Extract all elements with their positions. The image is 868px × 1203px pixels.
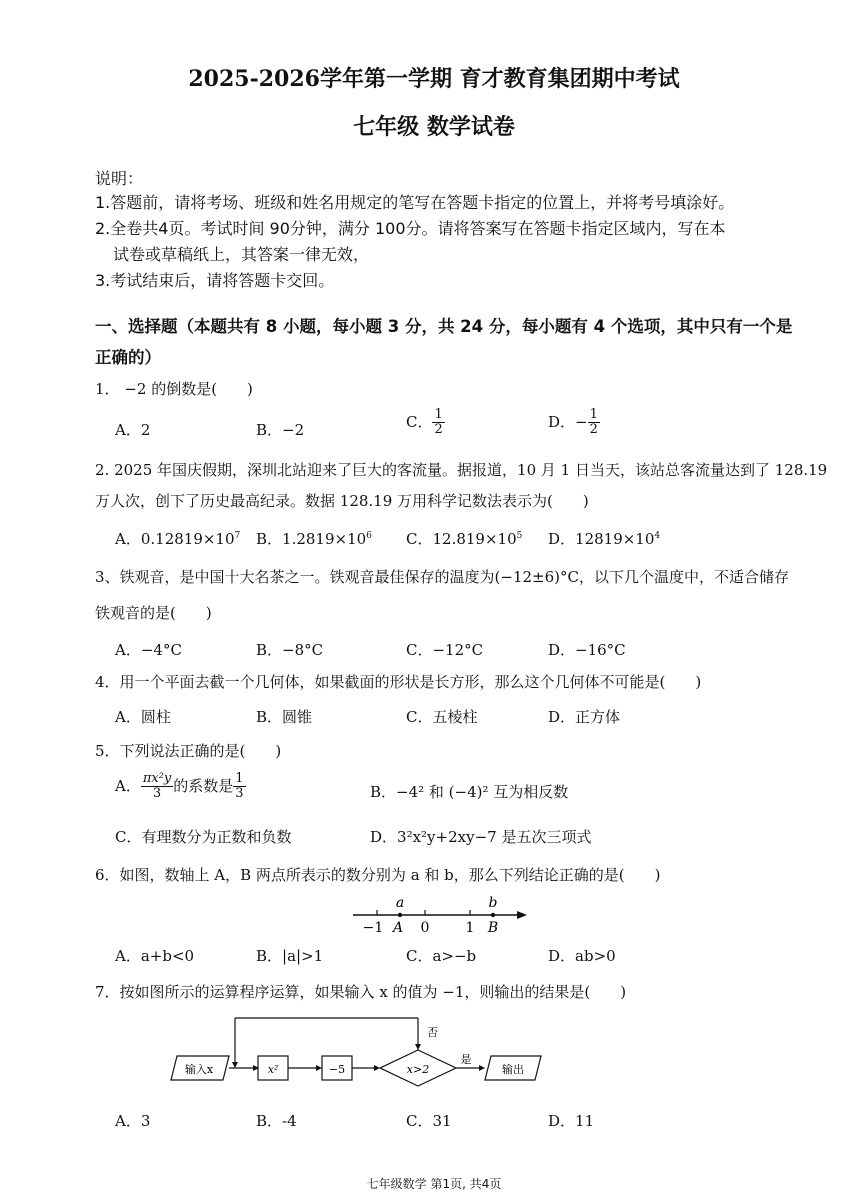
section-heading-cont: 正确的） [95, 348, 161, 367]
instruction-2-cont: 试卷或草稿纸上，其答案一律无效， [113, 245, 370, 264]
q6-option-a: A．a+b<0 [115, 947, 195, 965]
flow-condition-label: x>2 [406, 1063, 430, 1076]
q3-option-c: C．−12°C [406, 641, 484, 659]
axis-label-b: B [487, 920, 499, 936]
q4-option-c: C．五棱柱 [406, 708, 478, 726]
q5-option-d: D．3²x²y+2xy−7 是五次三项式 [370, 828, 592, 846]
q2-stem-line2: 万人次，创下了历史最高纪录。数据 128.19 万用科学记数法表示为( ) [95, 492, 589, 510]
q4-option-a: A．圆柱 [115, 708, 171, 726]
flow-square-label: x² [267, 1063, 279, 1076]
flow-arrow-icon [316, 1065, 322, 1071]
q5-stem: 5．下列说法正确的是( ) [95, 742, 282, 760]
point-b-dot [491, 913, 495, 917]
q1-option-a: A．2 [115, 421, 151, 439]
q6-option-b: B．|a|>1 [256, 947, 324, 965]
q5-option-b: B．−4² 和 (−4)² 互为相反数 [370, 783, 569, 801]
point-a-label: a [395, 895, 405, 911]
q7-stem: 7．按如图所示的运算程序运算，如果输入 x 的值为 −1，则输出的结果是( ) [95, 983, 627, 1001]
flow-yes-label: 是 [460, 1053, 472, 1066]
flow-no-label: 否 [427, 1026, 438, 1039]
q1-option-b: B．−2 [256, 421, 305, 439]
q7-option-b: B．-4 [256, 1112, 297, 1130]
q7-option-d: D．11 [548, 1112, 595, 1130]
q6-option-c: C．a>−b [406, 947, 477, 965]
page-footer: 七年级数学 第1页, 共4页 [366, 1177, 502, 1191]
flow-output-label: 输出 [502, 1063, 524, 1076]
q2-option-a: A．$0.12819\times 10^7$ [115, 530, 241, 548]
flow-minus-label: −5 [328, 1063, 346, 1076]
axis-label-one: 1 [465, 920, 475, 936]
flowchart-figure [165, 1010, 555, 1090]
q3-stem-line2: 铁观音的是( ) [95, 604, 212, 622]
section-heading: 一、选择题（本题共有 8 小题，每小题 3 分，共 24 分，每小题有 4 个选项，其中只有一个是 [95, 317, 793, 336]
instruction-3: 3.考试结束后，请将答题卡交回。 [95, 271, 335, 290]
exam-subtitle: 七年级 数学试卷 [353, 114, 515, 140]
flow-arrow-icon [479, 1065, 485, 1071]
point-b-label: b [488, 895, 498, 911]
q3-option-a: A．−4°C [115, 641, 182, 659]
q6-stem: 6．如图，数轴上 A，B 两点所表示的数分别为 a 和 b，那么下列结论正确的是( ) [95, 866, 661, 884]
instruction-2: 2.全卷共4页。考试时间 90分钟，满分 100分。请将答案写在答题卡指定区域内，写在本 [95, 219, 726, 238]
instructions-heading: 说明： [95, 169, 144, 188]
axis-label-minus-one: −1 [362, 920, 384, 936]
flow-arrow-icon [232, 1062, 238, 1068]
q1-option-d: D．− $\frac{1}{2}$ [548, 407, 598, 438]
q5-option-c: C．有理数分为正数和负数 [115, 828, 292, 846]
axis-label-zero: 0 [420, 920, 430, 936]
q7-option-a: A．3 [115, 1112, 151, 1130]
q2-option-b: B．$1.2819\times 10^6$ [256, 530, 372, 548]
q2-option-d: D．$12819\times 10^4$ [548, 530, 661, 548]
q2-option-c: C．$12.819\times 10^5$ [406, 530, 523, 548]
number-line-figure [345, 890, 535, 940]
exam-title: 2025-2026学年第一学期 育才教育集团期中考试 [188, 66, 680, 92]
q3-option-d: D．−16°C [548, 641, 626, 659]
q1-stem: 1． −2 的倒数是( ) [95, 380, 253, 398]
arrow-head-icon [517, 911, 527, 919]
q4-option-b: B．圆锥 [256, 708, 313, 726]
axis-label-a: A [392, 920, 404, 936]
q3-stem-line1: 3、铁观音，是中国十大名茶之一。铁观音最佳保存的温度为(−12±6)°C，以下几个温度中，不适合储存 [95, 568, 789, 586]
flow-input-label: 输入x [184, 1063, 214, 1076]
flow-arrow-icon [415, 1044, 421, 1050]
instruction-1: 1.答题前，请将考场、班级和姓名用规定的笔写在答题卡指定的位置上，并将考号填涂好。 [95, 193, 735, 212]
q2-stem-line1: 2. 2025 年国庆假期，深圳北站迎来了巨大的客流量。据报道，10 月 1 日当天，该站总客流量达到了 128.19 [95, 461, 828, 479]
q4-option-d: D．正方体 [548, 708, 621, 726]
q5-option-a: A． $\frac{\text{πx²y}}{3}$ 的系数是 $\frac{1}{3}$ [115, 771, 244, 802]
point-a-dot [398, 913, 402, 917]
q6-option-d: D．ab>0 [548, 947, 616, 965]
q3-option-b: B．−8°C [256, 641, 324, 659]
q1-option-c: C． $\frac{1}{2}$ [406, 407, 443, 438]
q7-option-c: C．31 [406, 1112, 452, 1130]
q4-stem: 4．用一个平面去截一个几何体，如果截面的形状是长方形，那么这个几何体不可能是( ) [95, 673, 702, 691]
